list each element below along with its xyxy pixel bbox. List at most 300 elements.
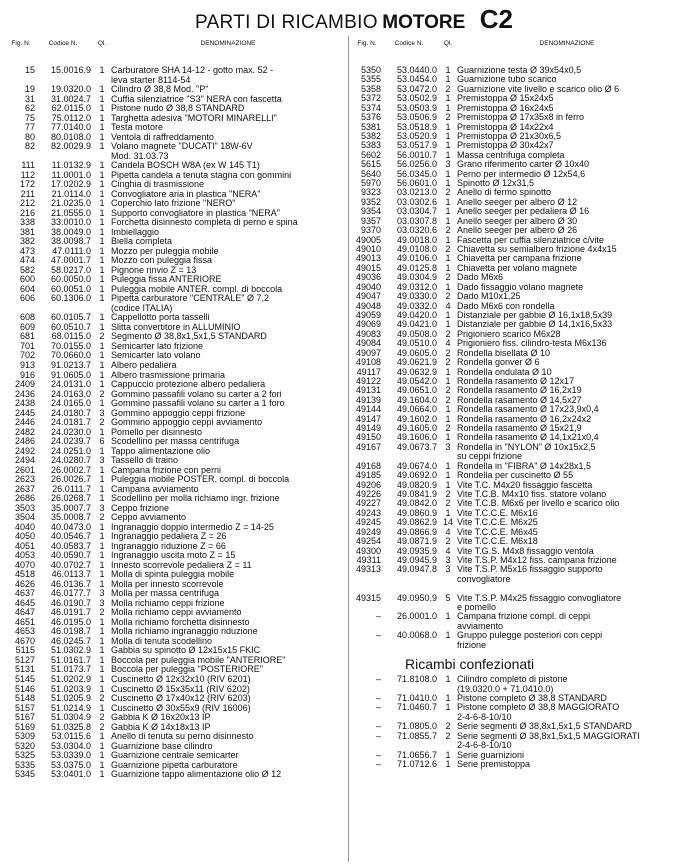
quantity: 1	[99, 559, 105, 570]
part-code: 49.0871.9	[396, 536, 437, 547]
fig-number: 5383	[360, 140, 381, 151]
part-code: 11.0001.0	[51, 169, 91, 180]
description: Vite T.S.P. M5x16 fissaggio supporto	[457, 564, 603, 575]
fig-number: 31	[24, 93, 35, 104]
fig-number: 5335	[14, 759, 35, 770]
quantity: 1	[99, 531, 105, 542]
quantity	[441, 641, 455, 650]
quantity: 1	[99, 398, 105, 409]
quantity: 1	[99, 321, 105, 332]
quantity: 1	[99, 464, 105, 475]
description: Slitta convertitore in ALLUMINIO	[111, 321, 241, 332]
part-code: 49.0508.0	[396, 328, 437, 339]
fig-number: 2494	[14, 455, 35, 466]
description: Ventola di raffreddamento	[111, 131, 214, 142]
description: frizione	[457, 639, 487, 650]
quantity: 3	[99, 455, 105, 466]
quantity: 1	[99, 84, 105, 95]
part-code: 49.0674.0	[396, 460, 437, 471]
fig-number: 2438	[14, 398, 35, 409]
fig-number: 9323	[360, 187, 381, 198]
fig-number: 49036	[355, 272, 381, 283]
part-code: 24.0181.7	[50, 417, 91, 428]
quantity: 1	[99, 474, 105, 485]
fig-number: 4651	[14, 616, 35, 627]
quantity: 2	[99, 712, 105, 723]
quantity: 1	[445, 749, 451, 760]
description: Scodellino per massa centrifuga	[111, 436, 240, 447]
part-code: 24.0230.0	[50, 426, 91, 437]
quantity: 2	[99, 388, 105, 399]
quantity: 1	[445, 674, 451, 685]
part-code: 53.0401.0	[50, 769, 91, 780]
part-code: 35.0008.7	[50, 512, 91, 523]
fig-number: 916	[19, 369, 35, 380]
part-code: 56.0010.7	[396, 149, 437, 160]
description: Molla richiamo ceppi frizione	[111, 597, 225, 608]
quantity: 1	[99, 179, 105, 190]
description: Mozzo per puleggia mobile	[111, 245, 219, 256]
quantity: 1	[99, 217, 105, 228]
description: Pipetta candela a tenuta stagna con gommini	[111, 169, 292, 180]
part-code: 46.0195.0	[50, 616, 91, 627]
fig-number: 606	[19, 293, 35, 304]
fig-number: 681	[19, 331, 35, 342]
description: Premistoppa Ø 16x24x5	[457, 102, 554, 113]
description: Spinotto Ø 12x31,5	[457, 178, 535, 189]
description: Distanziale per gabbie Ø 16,1x18,5x39	[457, 309, 613, 320]
fig-number: 4647	[14, 607, 35, 618]
description: Grano riferimento carter Ø 10x40	[457, 159, 590, 170]
description: Ingranaggio pedaliera Z = 26	[111, 531, 227, 542]
description: Pistone completo Ø 38,8 STANDARD	[457, 693, 607, 703]
fig-number: 5157	[14, 702, 35, 713]
quantity: 1	[99, 664, 105, 675]
table-row	[7, 294, 345, 304]
fig-number: 5146	[14, 683, 35, 694]
description: Pomello per disinnesto	[111, 426, 203, 437]
fig-number: 701	[19, 340, 35, 351]
description: Molla per massa centrifuga	[111, 588, 220, 599]
description: Cappellotto porta tasselli	[111, 312, 210, 323]
part-code: 46.0113.7	[51, 569, 91, 580]
description: Rondella rasamento Ø 15x21,9	[457, 423, 582, 434]
fig-number: 49147	[355, 413, 381, 424]
table-row	[353, 732, 677, 741]
quantity: 1	[445, 102, 451, 113]
table-row	[7, 142, 345, 152]
fig-number: 211	[20, 188, 35, 199]
description: Fascetta per cuffia silenziatrice c/vite	[457, 234, 604, 245]
description: Vite T.C.C.E. M6x18	[457, 536, 538, 547]
quantity: 4	[445, 545, 451, 556]
fig-number: 9352	[360, 196, 381, 207]
quantity: 3	[445, 159, 451, 170]
quantity: 2	[445, 328, 451, 339]
quantity: 1	[99, 769, 105, 780]
fig-number: 4053	[14, 550, 35, 561]
description: Vite T.G.S. M4x8 fissaggio ventola	[457, 545, 594, 556]
description: Pistone completo Ø 38,8 MAGGIORATO	[457, 702, 620, 713]
quantity: 3	[445, 441, 451, 452]
quantity: 1	[99, 350, 105, 361]
fig-number: 608	[19, 312, 35, 323]
part-code: 49.0330.0	[396, 291, 437, 302]
quantity: 1	[99, 483, 105, 494]
fig-number: –	[375, 630, 381, 641]
fig-number: 49131	[355, 385, 381, 396]
part-code	[381, 641, 441, 650]
quantity: 2	[445, 394, 451, 405]
fig-number: 49040	[355, 281, 381, 292]
quantity: 1	[99, 645, 105, 656]
table-row	[353, 612, 677, 621]
fig-number: 604	[19, 283, 35, 294]
part-code: 49.1605.0	[396, 423, 437, 434]
fig-number: 2409	[14, 379, 35, 390]
part-code: 51.0214.9	[50, 702, 91, 713]
quantity: 1	[99, 226, 105, 237]
quantity: 1	[99, 131, 105, 142]
part-code: 53.0517.9	[396, 140, 437, 151]
fig-number: 5325	[14, 750, 35, 761]
part-code: 19.0320.0	[50, 84, 91, 95]
fig-number: 49206	[355, 479, 381, 490]
fig-number: 49249	[355, 526, 381, 537]
description: Puleggia mobile POSTER. compl. di boccola	[111, 474, 290, 485]
quantity: 2	[445, 187, 451, 198]
part-code: 60.0050.0	[50, 274, 91, 285]
description: Targhetta adesiva "MOTORI MINARELLI"	[111, 112, 277, 123]
table-row	[353, 575, 677, 584]
part-code: 40.0590.7	[50, 550, 91, 561]
quantity: 1	[99, 445, 105, 456]
fig-number: 172	[19, 179, 35, 190]
part-code: 53.0506.9	[396, 112, 437, 123]
part-code: 71.0805.0	[396, 721, 437, 732]
description: Gruppo pulegge posteriori con ceppi	[457, 630, 603, 641]
fig-number: 49015	[355, 262, 381, 273]
title-main: PARTI DI RICAMBIO	[195, 12, 378, 33]
description: Molla richiamo ingranaggio riduzione	[111, 626, 258, 637]
part-code: 53.0454.0	[396, 74, 437, 85]
description: Tassello di traino	[111, 455, 179, 466]
description: Rondella gonver Ø 6	[457, 357, 540, 368]
description: Volano magnete "DUCATI" 18W-6V	[111, 141, 253, 152]
fig-number: 5127	[14, 654, 35, 665]
table-row	[7, 770, 345, 780]
fig-number: 49139	[355, 394, 381, 405]
description: Cuffia silenziatrice "S3" NERA con fascetta	[111, 93, 282, 104]
quantity: 1	[445, 130, 451, 141]
fig-number: 80	[24, 131, 35, 142]
fig-number: –	[375, 611, 381, 622]
description: Gabbia K Ø 16x20x13 IP	[111, 712, 211, 723]
part-code: 24.0165.0	[50, 398, 91, 409]
quantity: 2	[445, 730, 451, 741]
description: Innesto scorrevole pedaliera Z = 11	[111, 559, 252, 570]
quantity: 1	[99, 521, 105, 532]
description: Serie segmenti Ø 38,8x1,5x1,5 STANDARD	[457, 721, 632, 732]
section-title: Ricambi confezionati	[405, 656, 535, 673]
fig-number: 49243	[355, 507, 381, 518]
part-code: 40.0583.7	[50, 540, 91, 551]
part-code: 91.0605.0	[50, 369, 91, 380]
description: Biella completa	[111, 236, 173, 247]
quantity: 3	[99, 597, 105, 608]
description: Gommino appoggio ceppi frizione	[111, 407, 246, 418]
part-code: 15.0016.9	[50, 65, 91, 75]
description: Scodellino per molla richiamo ingr. frizione	[111, 493, 280, 504]
description: Vite T.C.C.E. M6x16	[457, 507, 538, 518]
title-code: C2	[479, 4, 514, 34]
description: Gommino passafili volano su carter a 2 fori	[111, 388, 282, 399]
fig-number: 2637	[14, 483, 35, 494]
description: Albero pedaliera	[111, 359, 177, 370]
description: Rondella rasamento Ø 16,2x19	[457, 385, 582, 396]
quantity: 3	[99, 407, 105, 418]
part-code: 24.0180.7	[50, 407, 91, 418]
quantity: 2	[99, 512, 105, 523]
quantity: 1	[99, 702, 105, 713]
quantity: 1	[99, 635, 105, 646]
left-header	[7, 40, 345, 66]
description: Perno per intermedio Ø 12x54,6	[457, 168, 586, 179]
description: Segmento Ø 38,8x1,5x1,5 STANDARD	[111, 331, 267, 342]
part-code: 35.0007.7	[50, 502, 91, 513]
description: Chiavetta su semialbero frizione 4x4x15	[457, 244, 617, 255]
fig-number: 5115	[15, 645, 35, 656]
quantity: 2	[99, 331, 105, 342]
quantity: 1	[445, 93, 451, 104]
description: Albero trasmissione primaria	[111, 369, 226, 380]
quantity: 1	[99, 255, 105, 266]
fig-number: 3503	[14, 502, 35, 513]
fig-number: 5640	[360, 168, 381, 179]
part-code: 70.0660.0	[50, 350, 91, 361]
quantity: 1	[99, 245, 105, 256]
part-code: 24.0131.0	[50, 379, 91, 390]
part-code: 40.0546.7	[50, 531, 91, 542]
quantity: 1	[445, 121, 451, 132]
description: Campana avviamento	[111, 483, 199, 494]
fig-number: 49315	[355, 592, 381, 603]
description: Anello di tenuta su perno disinnesto	[111, 731, 254, 742]
part-code: 51.0302.9	[50, 645, 91, 656]
quantity: 1	[445, 630, 451, 641]
part-code: 53.0115.6	[51, 731, 91, 742]
quantity: 1	[445, 234, 451, 245]
fig-number: –	[375, 749, 381, 760]
part-code: 21.0555.0	[50, 207, 91, 218]
fig-number: 49083	[355, 328, 381, 339]
fig-number: 49311	[356, 554, 381, 565]
quantity: 4	[445, 338, 451, 349]
right-parts-list	[353, 66, 677, 650]
fig-number: 2446	[14, 417, 35, 428]
right-header	[353, 40, 677, 66]
fig-number: 49010	[355, 244, 381, 255]
description: leva starter 8114-54	[111, 74, 191, 85]
quantity: 1	[445, 149, 451, 160]
part-code: 49.0510.0	[396, 338, 437, 349]
part-code: 47.0001.7	[50, 255, 91, 266]
description: Serie premistoppa	[457, 758, 531, 769]
description: Cuscinetto Ø 30x55x9 (RIV 16006)	[111, 702, 251, 713]
fig-number: 5345	[14, 769, 35, 780]
description: Serie guarnizioni	[457, 749, 525, 760]
fig-number: 212	[19, 198, 35, 209]
part-code: 24.0239.7	[50, 436, 91, 447]
description: Massa centrifuga completa	[457, 149, 565, 160]
description: Premistoppa Ø 30x42x7	[457, 140, 554, 151]
part-code: 53.0503.9	[396, 102, 437, 113]
part-code: 56.0345.0	[396, 168, 437, 179]
part-code: 21.0235.0	[50, 198, 91, 209]
description: Ingranaggio riduzione Z = 66	[111, 540, 226, 551]
fig-number: 2436	[14, 388, 35, 399]
part-code: 49.0312.0	[396, 281, 437, 292]
description: Anello seeger per albero Ø 12	[457, 196, 578, 207]
header-codice: Codice N.	[48, 40, 78, 47]
quantity: 1	[99, 293, 105, 304]
quantity: 1	[445, 507, 451, 518]
column-divider	[348, 36, 349, 862]
fig-number: 49144	[355, 404, 381, 415]
part-code: 49.0304.9	[396, 272, 437, 283]
part-code: 49.0421.0	[396, 319, 437, 330]
part-code: 75.0112.0	[51, 112, 91, 123]
fig-number: 49226	[355, 488, 381, 499]
fig-number: –	[375, 758, 381, 769]
description: Ingranaggio doppio intermedio Z = 14-25	[111, 521, 274, 532]
quantity: 1	[99, 578, 105, 589]
description: Dado M6x6	[457, 272, 504, 283]
part-code: 56.0601.0	[396, 178, 437, 189]
fig-number: 2492	[14, 445, 35, 456]
part-code: 71.0460.7	[396, 702, 437, 713]
quantity: 1	[445, 253, 451, 264]
fig-number: –	[375, 674, 381, 685]
part-code: 47.0111.0	[52, 245, 91, 256]
quantity: 1	[445, 479, 451, 490]
quantity: 1	[99, 683, 105, 694]
quantity: 1	[99, 264, 105, 275]
fig-number: 5374	[360, 102, 381, 113]
quantity: 2	[445, 112, 451, 123]
description: Vite T.C.B. M6x6 per livello e scarico olio	[457, 498, 620, 509]
quantity: 6	[99, 436, 105, 447]
fig-number: 4645	[14, 597, 35, 608]
part-code: 70.0155.0	[50, 340, 91, 351]
left-column	[7, 40, 345, 780]
left-parts-list	[7, 66, 345, 780]
quantity: 1	[99, 188, 105, 199]
description: Rondella ondulata Ø 10	[457, 366, 552, 377]
description: Puleggia fissa ANTERIORE	[111, 274, 222, 285]
description: Vite T.S.P. M4x12 fiss. campana frizione	[457, 554, 617, 565]
description: Coperchio lato frizione "NERO"	[111, 198, 236, 209]
fig-number: 4051	[14, 540, 35, 551]
header-fig: Fig. N.	[11, 40, 31, 47]
fig-number: 49149	[355, 423, 381, 434]
description: Anello di fermo spinotto	[457, 187, 552, 198]
fig-number: 2686	[14, 493, 35, 504]
quantity: 1	[445, 319, 451, 330]
fig-number: 49122	[355, 375, 381, 386]
part-code: 49.0947.8	[396, 564, 437, 575]
description: Ingranaggio uscita moto Z = 15	[111, 550, 236, 561]
part-code: 17.0202.9	[50, 179, 91, 190]
part-code: 51.0203.9	[50, 683, 91, 694]
fig-number: 609	[19, 321, 35, 332]
fig-number: 4670	[14, 635, 35, 646]
part-code: 82.0029.9	[50, 141, 91, 152]
part-code: 51.0173.7	[50, 664, 91, 675]
part-code: 26.0268.7	[50, 493, 91, 504]
description: Cappuccio protezione albero pedaliera	[111, 379, 266, 390]
description: Chiavetta per campana frizione	[457, 253, 582, 264]
table-row	[353, 565, 677, 574]
description: Dado fissaggio volano magnete	[457, 281, 584, 292]
part-code: 26.0001.0	[396, 611, 437, 622]
part-code: 91.0213.7	[50, 359, 91, 370]
description: Imbiellaggio	[111, 226, 160, 237]
header-fig: Fig. N.	[357, 40, 377, 47]
part-code: 53.0518.9	[396, 121, 437, 132]
fig-number: 49047	[355, 291, 381, 302]
fig-number: 9357	[360, 215, 381, 226]
description: Vite T.C.C.E. M6x25	[457, 517, 538, 528]
fig-number: 112	[20, 169, 35, 180]
part-code: 38.0098.7	[50, 236, 91, 247]
quantity: 1	[99, 540, 105, 551]
part-code: 03.0213.0	[396, 187, 437, 198]
quantity: 1	[99, 674, 105, 684]
table-row	[353, 760, 677, 769]
fig-number: 5376	[360, 112, 381, 123]
quantity: 1	[99, 731, 105, 742]
quantity: 1	[99, 740, 105, 751]
quantity: 2	[445, 291, 451, 302]
table-row	[353, 703, 677, 712]
quantity: 2	[445, 272, 451, 283]
part-code: 03.0307.8	[396, 215, 437, 226]
quantity: 1	[99, 550, 105, 561]
description: Tappo alimentazione olio	[111, 445, 211, 456]
description: Molla richiamo forchetta disinnesto	[111, 616, 250, 627]
description: Premistoppa Ø 17x35x8 in ferro	[457, 112, 585, 123]
quantity: 1	[99, 369, 105, 380]
quantity: 2	[445, 357, 451, 368]
quantity: 2	[99, 721, 105, 732]
quantity: 2	[445, 498, 451, 509]
quantity: 2	[445, 244, 451, 255]
part-code: 26.0002.7	[50, 464, 91, 475]
quantity: 1	[445, 693, 451, 703]
description: (codice ITALIA)	[111, 302, 173, 313]
description: Premistoppa Ø 15x24x5	[457, 93, 554, 104]
part-code: 49.0621.9	[396, 357, 437, 368]
part-code: 53.0520.9	[396, 130, 437, 141]
fig-number: –	[375, 730, 381, 741]
fig-number: 5355	[360, 74, 381, 85]
fig-number: –	[375, 721, 381, 732]
description: Campana frizione con perni	[111, 464, 222, 475]
description: Rondella rasamento Ø 12x17	[457, 375, 575, 386]
part-code: 49.0820.9	[396, 479, 437, 490]
description: Cilindro Ø 38,8 Mod. "P"	[111, 84, 209, 95]
